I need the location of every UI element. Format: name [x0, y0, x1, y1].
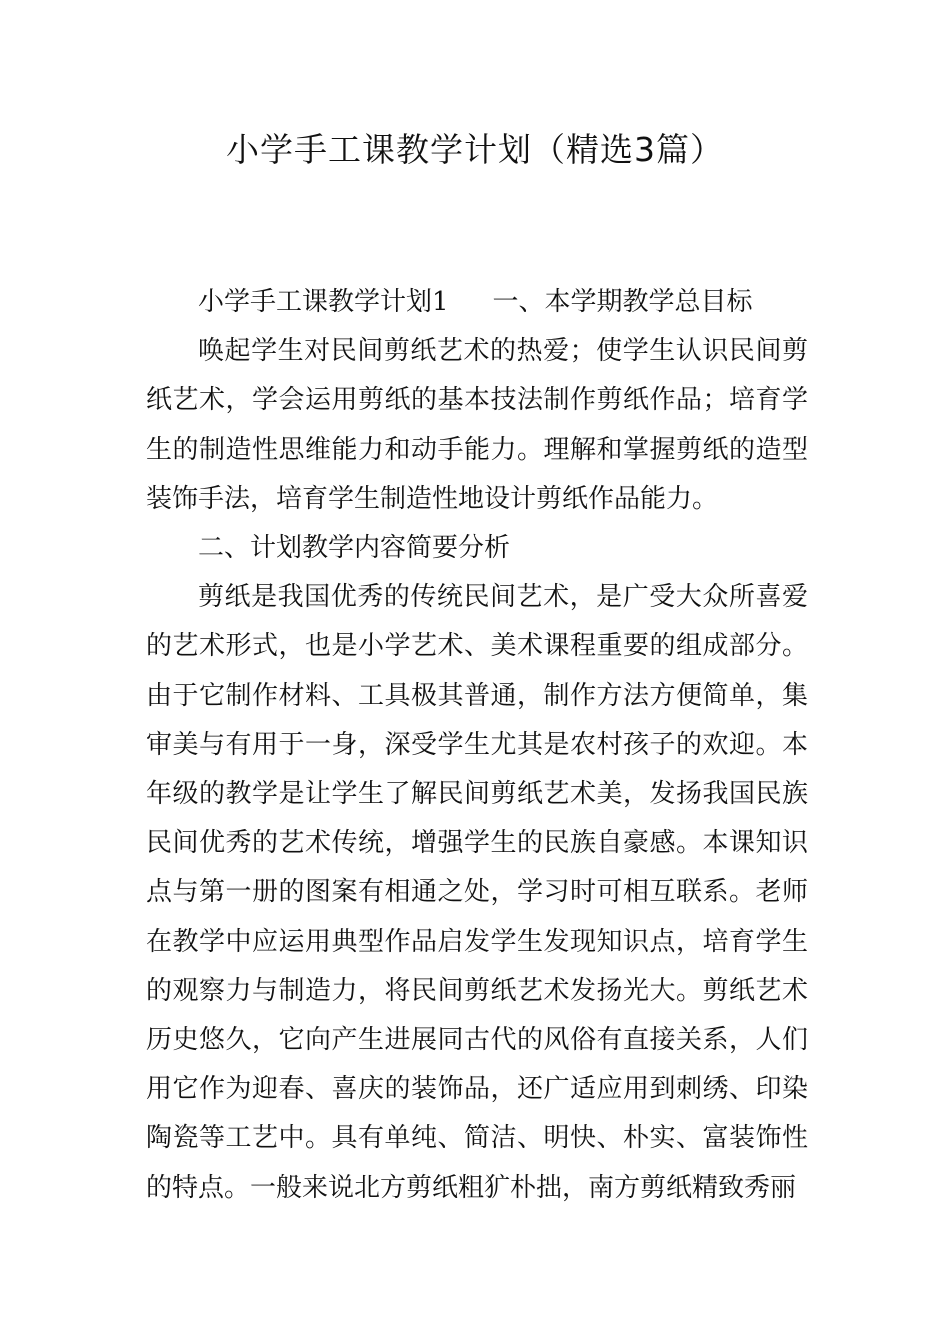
paragraph-line: 装饰手法，培育学生制造性地设计剪纸作品能力。 — [146, 483, 719, 514]
paragraph-line: 唤起学生对民间剪纸艺术的热爱；使学生认识民间剪 — [198, 336, 808, 367]
paragraph-line: 的特点。一般来说北方剪纸粗犷朴拙，南方剪纸精致秀丽 — [146, 1172, 797, 1203]
section-heading-right: 一、本学期教学总目标 — [492, 287, 753, 317]
paragraph-list — [146, 327, 808, 1213]
paragraph-line: 年级的教学是让学生了解民间剪纸艺术美，发扬我国民族 — [146, 779, 808, 810]
paragraph-line: 点与第一册的图案有相通之处，学习时可相互联系。老师 — [146, 877, 808, 908]
paragraph-line: 由于它制作材料、工具极其普通，制作方法方便简单，集 — [146, 680, 808, 711]
section-heading-left: 小学手工课教学计划1 — [198, 287, 449, 317]
paragraph-line: 剪纸是我国优秀的传统民间艺术，是广受大众所喜爱 — [198, 582, 808, 613]
paragraph-line: 历史悠久，它向产生进展同古代的风俗有直接关系，人们 — [146, 1025, 808, 1056]
document-title: 小学手工课教学计划（精选3篇） — [226, 130, 724, 169]
paragraph-line: 审美与有用于一身，深受学生尤其是农村孩子的欢迎。本 — [146, 729, 808, 760]
paragraph-line: 纸艺术，学会运用剪纸的基本技法制作剪纸作品；培育学 — [146, 385, 808, 416]
paragraph-line: 二、计划教学内容简要分析 — [198, 533, 511, 564]
paragraph-line: 的观察力与制造力，将民间剪纸艺术发扬光大。剪纸艺术 — [146, 975, 808, 1006]
paragraph-line: 陶瓷等工艺中。具有单纯、简洁、明快、朴实、富装饰性 — [146, 1123, 808, 1154]
document-body — [146, 278, 808, 1213]
paragraph-line: 的艺术形式，也是小学艺术、美术课程重要的组成部分。 — [146, 631, 808, 662]
paragraph-line: 生的制造性思维能力和动手能力。理解和掌握剪纸的造型 — [146, 434, 808, 465]
paragraph-line: 民间优秀的艺术传统，增强学生的民族自豪感。本课知识 — [146, 828, 808, 859]
section-heading — [146, 278, 808, 327]
paragraph-line: 用它作为迎春、喜庆的装饰品，还广适应用到刺绣、印染 — [146, 1074, 808, 1105]
paragraph-line: 在教学中应运用典型作品启发学生发现知识点，培育学生 — [146, 926, 808, 957]
